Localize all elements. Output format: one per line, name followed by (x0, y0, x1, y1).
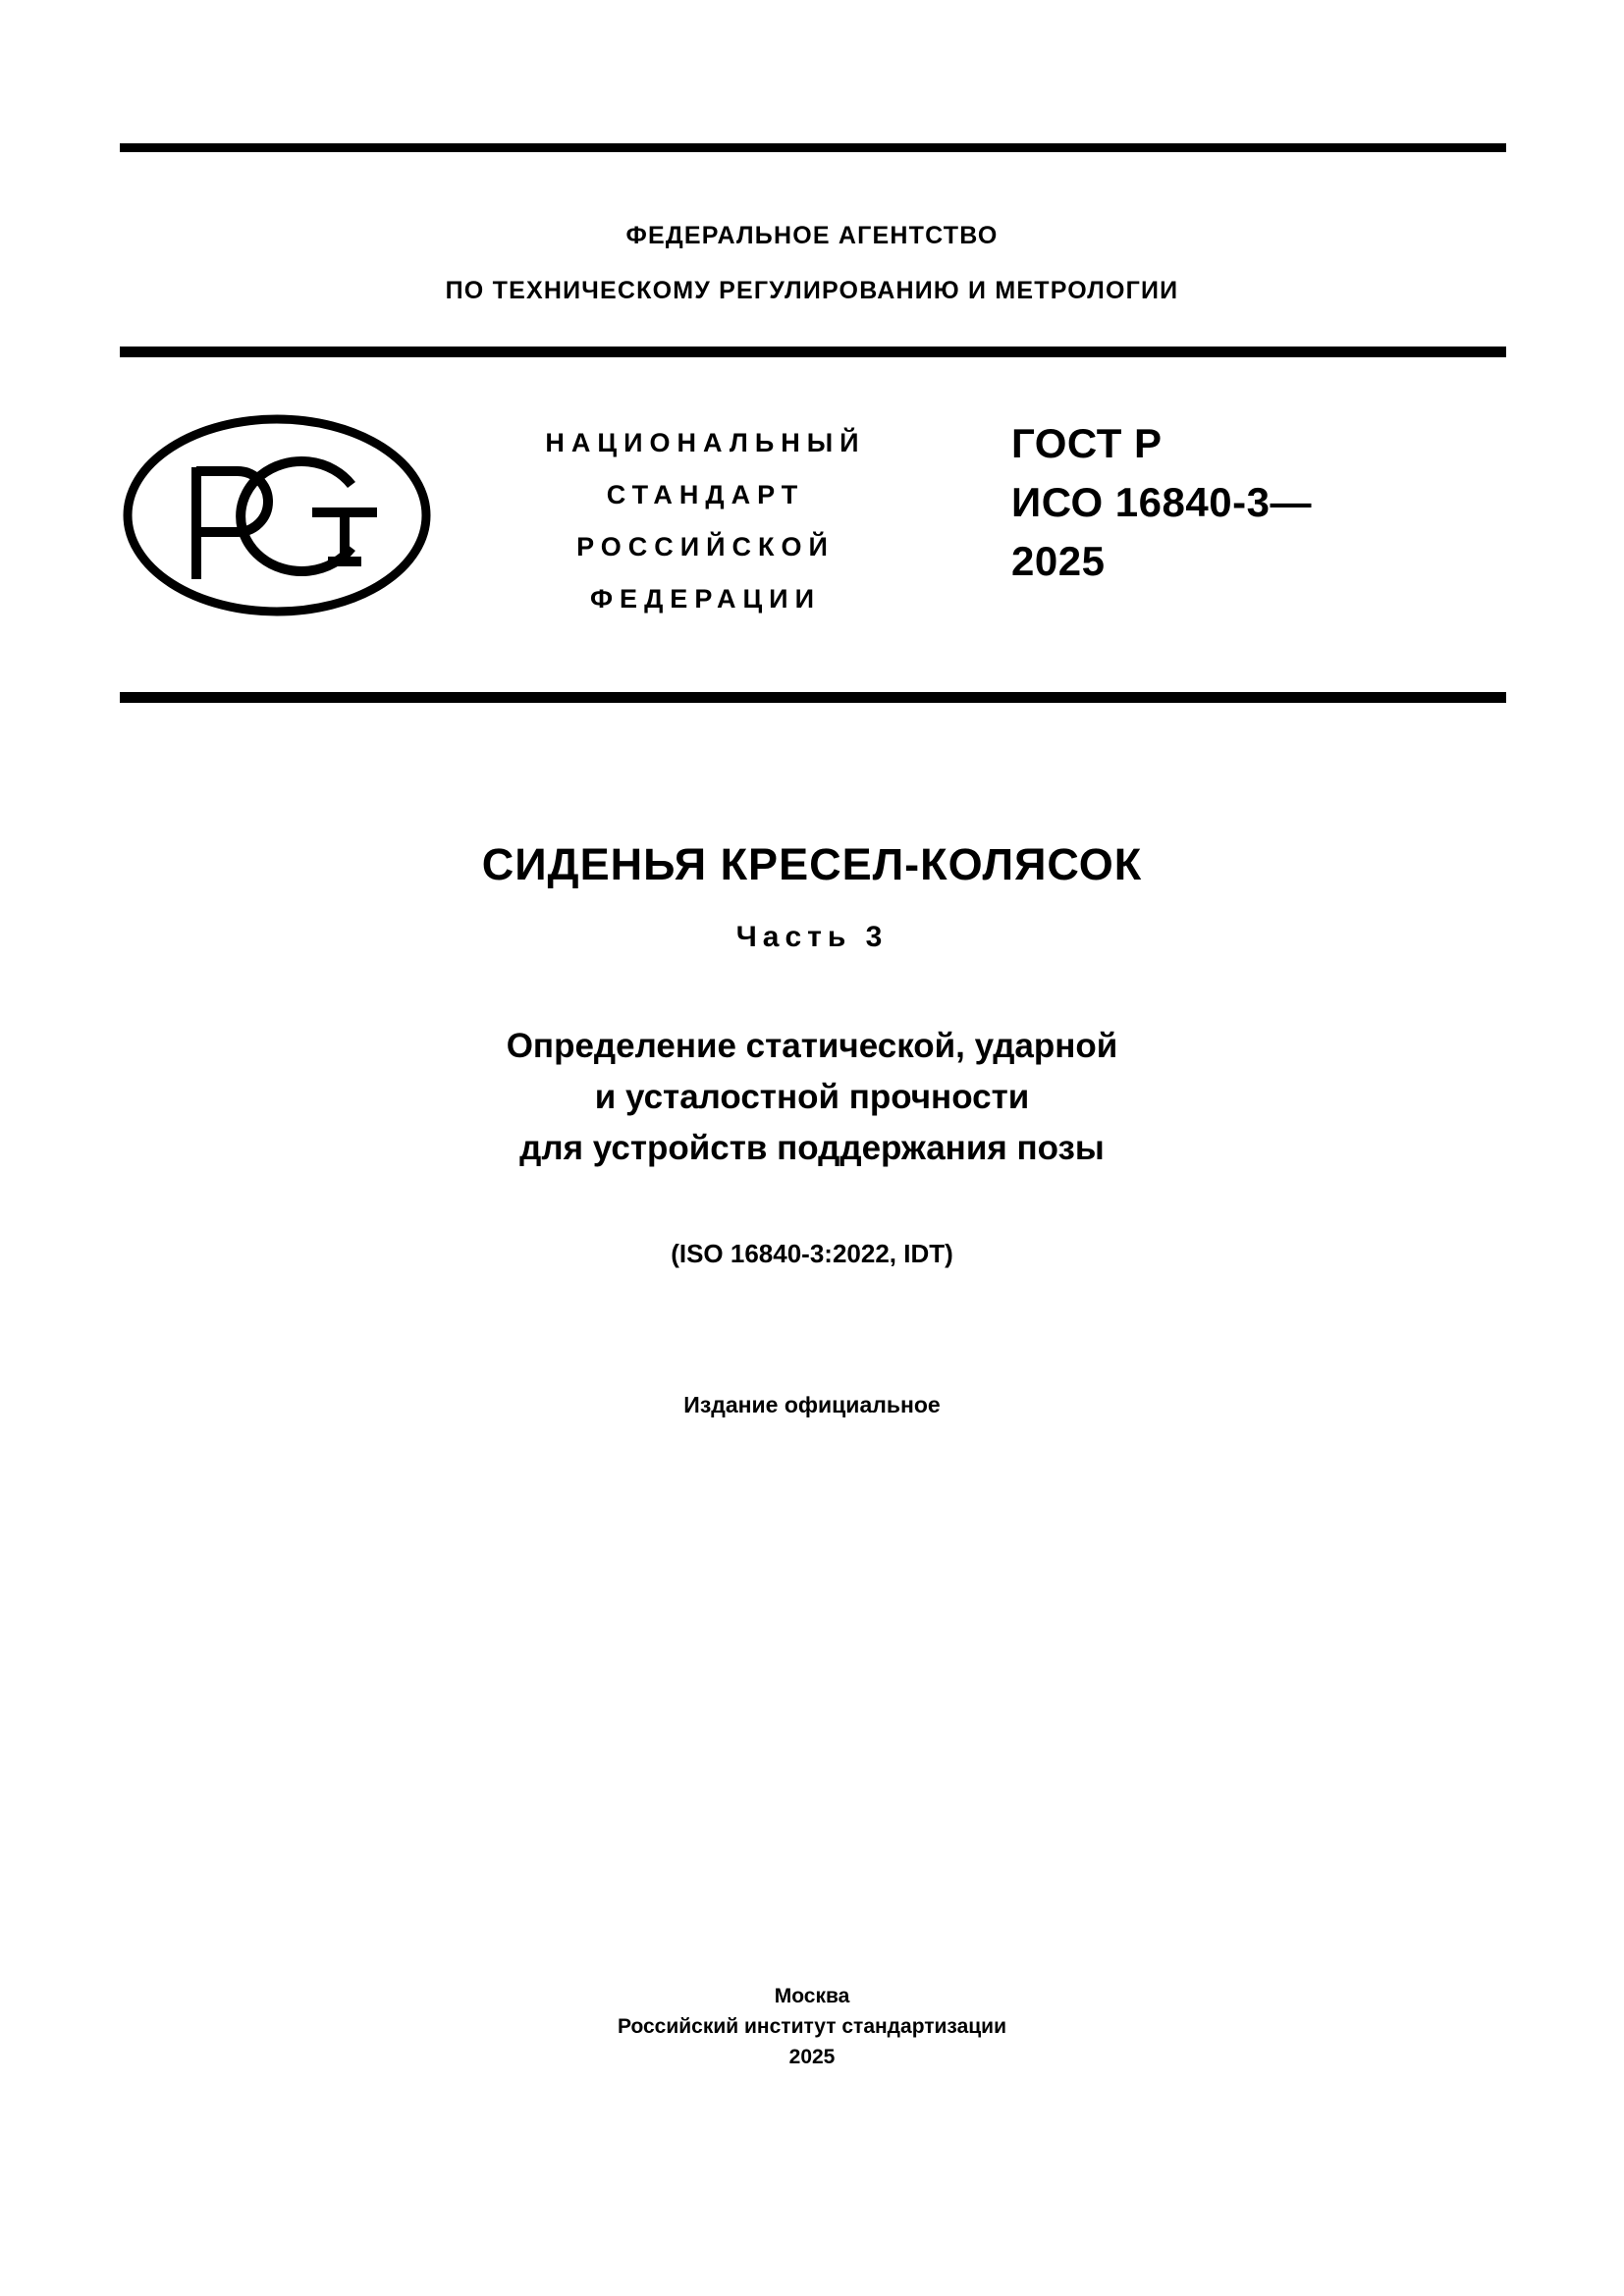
part-label: Часть 3 (735, 921, 889, 953)
subtitle-line-1: Определение статической, ударной (506, 1027, 1118, 1065)
agency-line-1: ФЕДЕРАЛЬНОЕ АГЕНТСТВО (625, 222, 999, 249)
page-title: СИДЕНЬЯ КРЕСЕЛ-КОЛЯСОК (481, 839, 1143, 889)
official-edition-note: Издание официальное (683, 1392, 941, 1417)
gost-r-emblem-icon (120, 410, 434, 621)
standard-designation (1011, 414, 1522, 591)
national-standard-line-1: НАЦИОНАЛЬНЫЙ (545, 428, 866, 457)
iso-reference: (ISO 16840-3:2022, IDT) (671, 1239, 953, 1268)
subtitle-line-2: и усталостной прочности (594, 1078, 1030, 1116)
imprint-city: Москва (774, 1985, 850, 2007)
national-standard-line-3: РОССИЙСКОЙ (576, 532, 835, 561)
header-rule-top (120, 143, 1506, 152)
header-rule-middle (120, 347, 1506, 357)
designation-line-3: 2025 (1011, 538, 1106, 584)
designation-line-2: ИСО 16840-3— (1011, 479, 1312, 525)
agency-line-2: ПО ТЕХНИЧЕСКОМУ РЕГУЛИРОВАНИЮ И МЕТРОЛОГИИ (445, 277, 1179, 304)
imprint-publisher: Российский институт стандартизации (617, 2015, 1007, 2038)
national-standard-line-4: ФЕДЕРАЦИИ (590, 584, 821, 614)
designation-line-1: ГОСТ Р (1011, 420, 1163, 466)
national-standard-line-2: СТАНДАРТ (606, 480, 805, 509)
national-standard-label (442, 417, 962, 625)
page-subtitle (0, 1021, 1624, 1174)
imprint-year: 2025 (788, 2046, 836, 2068)
subtitle-line-3: для устройств поддержания позы (519, 1129, 1105, 1167)
header-rule-bottom (120, 692, 1506, 703)
imprint (0, 1981, 1624, 2072)
agency-heading (0, 208, 1624, 318)
